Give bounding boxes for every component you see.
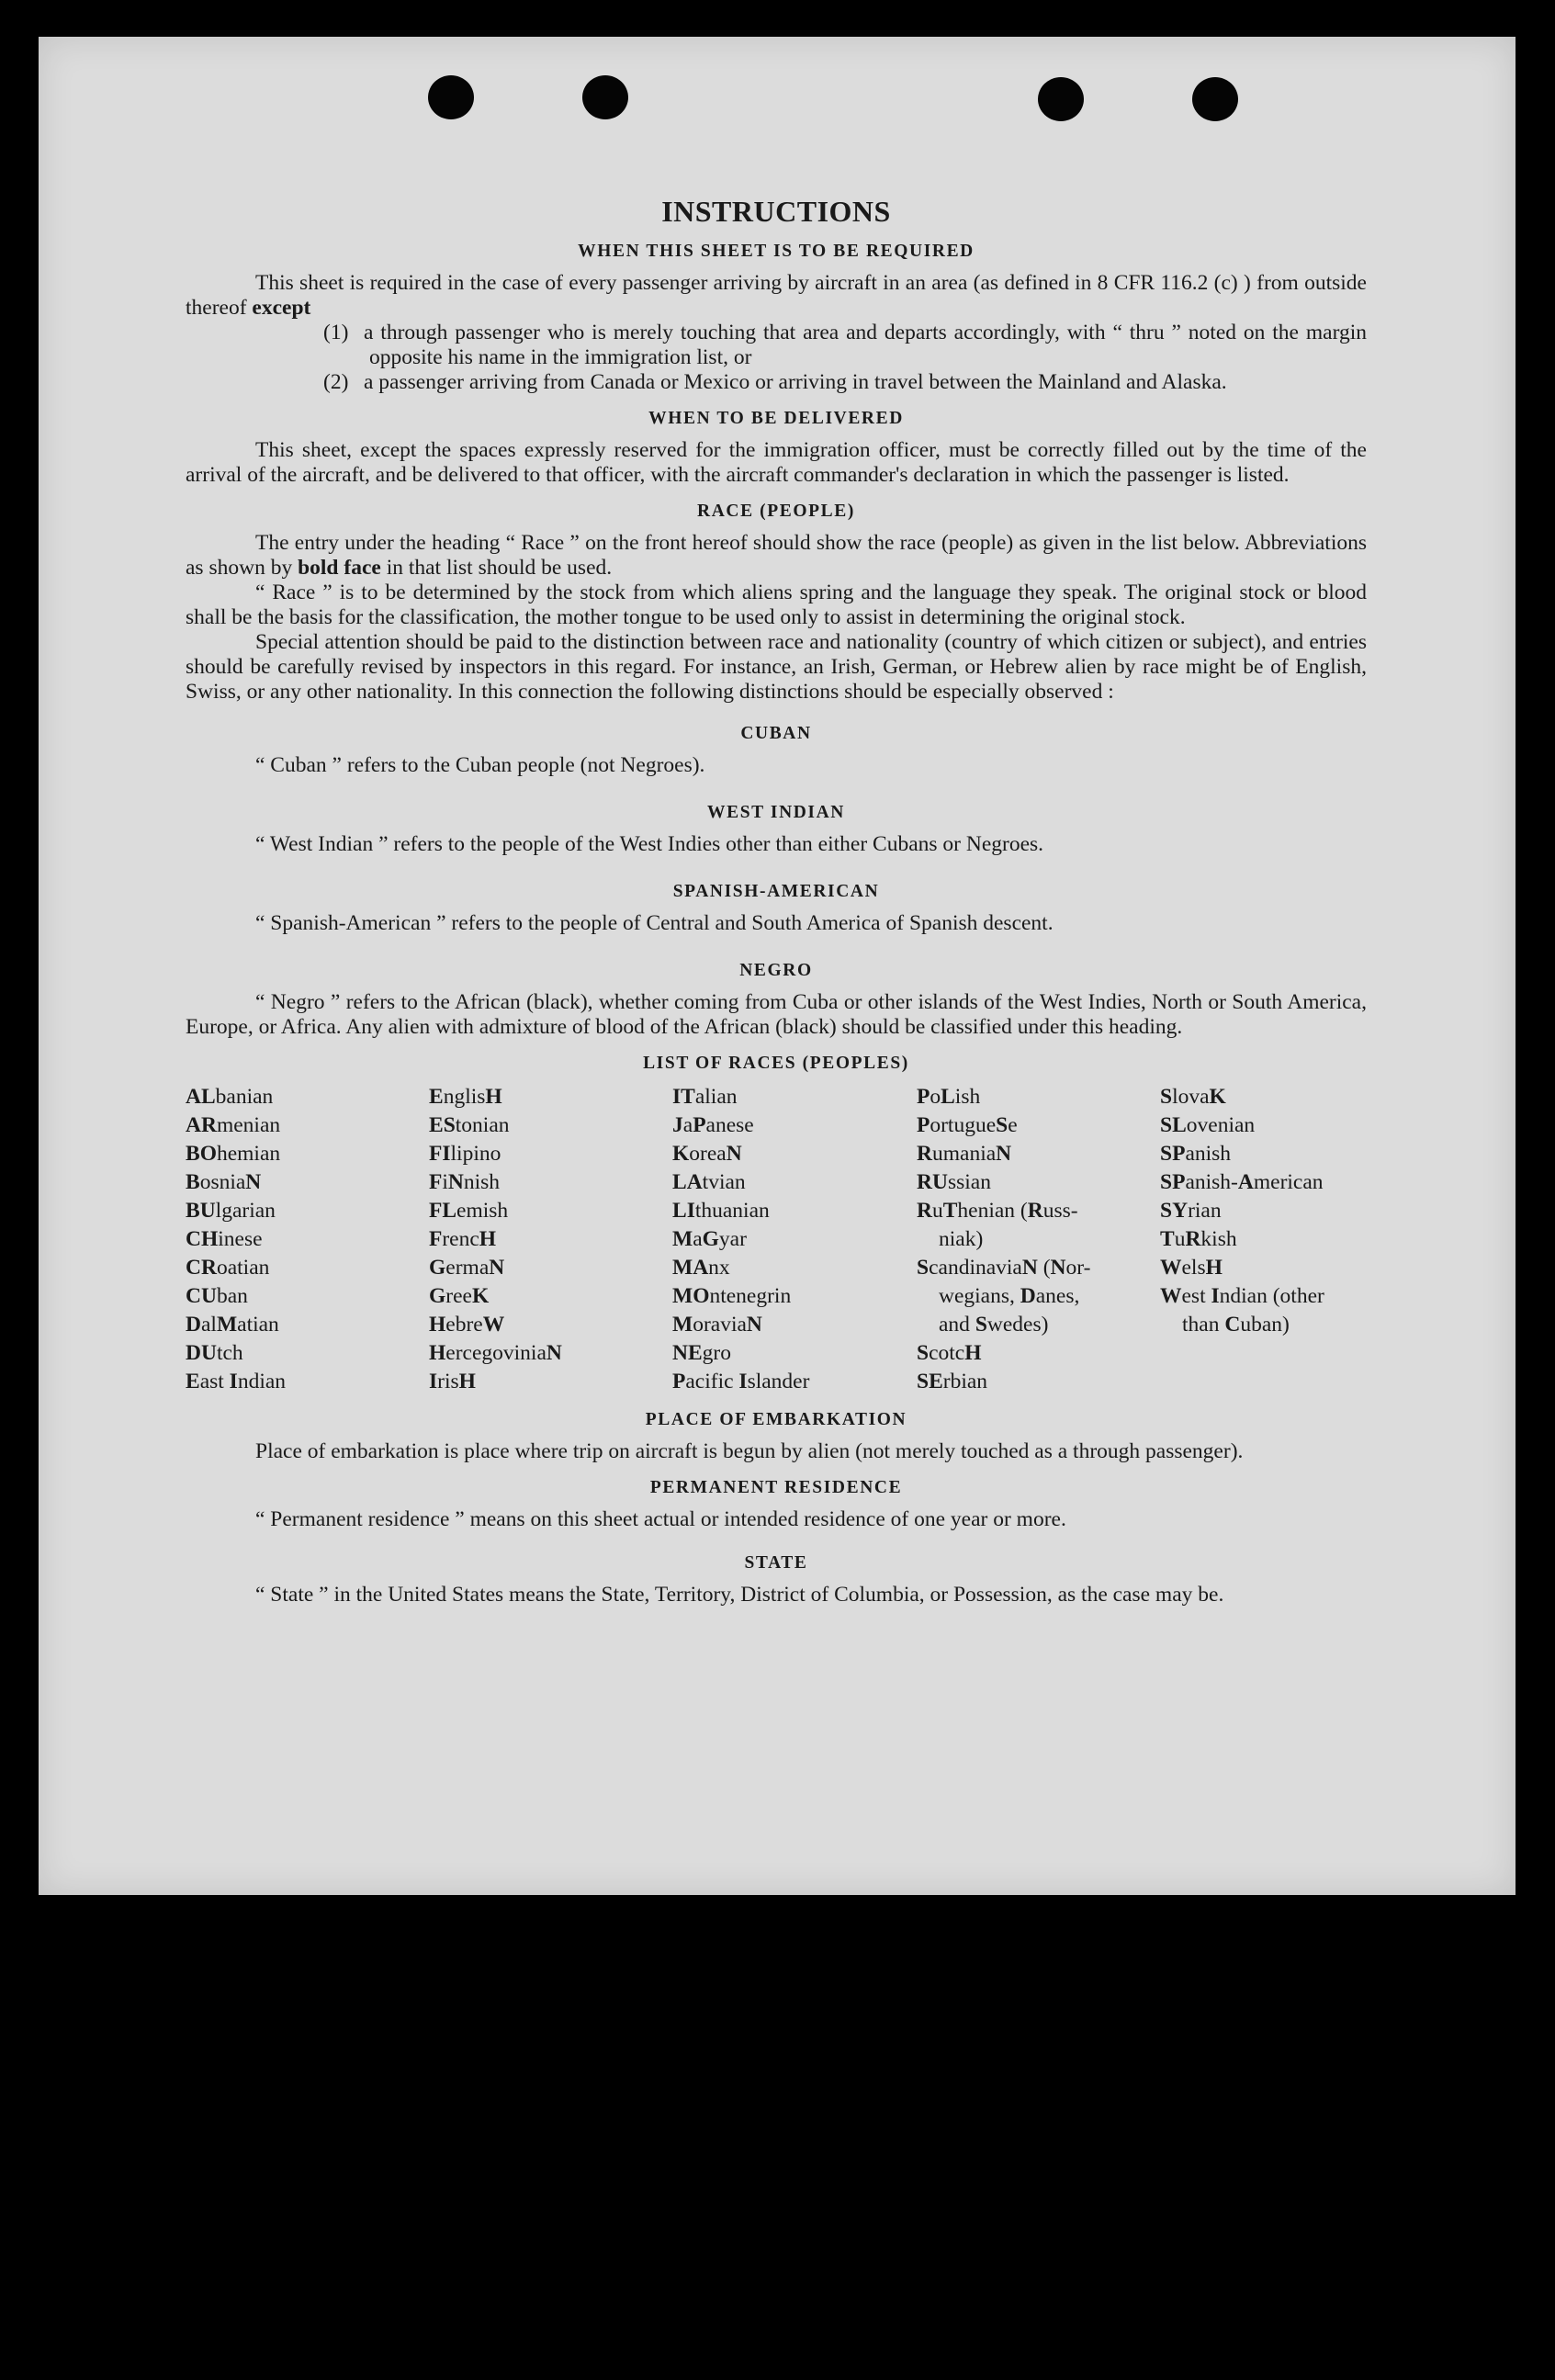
- race-list-item: GreeK: [429, 1284, 490, 1308]
- race-list-item: LAtvian: [672, 1170, 746, 1194]
- race-list-item: SLovenian: [1160, 1113, 1256, 1137]
- punch-hole: [1038, 77, 1084, 121]
- race-column: [429, 1083, 672, 1396]
- negro-text: “ Negro ” refers to the African (black), whether coming from Cuba or other islands of the West Indies, North or South America, Europe, or Africa. Any alien with admixture of blood of the African (black) should be classified under this heading.: [186, 990, 1367, 1039]
- race-list-item: JaPanese: [672, 1113, 754, 1137]
- race-list-item: ScotcH: [917, 1341, 982, 1365]
- race-list-item: ARmenian: [186, 1113, 281, 1137]
- race-list-item: SPanish-American: [1160, 1170, 1324, 1194]
- heading-west-indian: WEST INDIAN: [707, 803, 845, 822]
- race-list-item: NEgro: [672, 1341, 731, 1365]
- west-indian-text: “ West Indian ” refers to the people of the West Indies other than either Cubans or Negroes.: [255, 832, 1044, 856]
- race-column: [186, 1083, 429, 1396]
- required-intro: This sheet is required in the case of every passenger arriving by aircraft in an area (as defined in 8 CFR 116.2 (c) ) from outside thereof except: [186, 271, 1367, 320]
- race-list-item: LIthuanian: [672, 1199, 770, 1223]
- race-list-item: BUlgarian: [186, 1199, 276, 1223]
- heading-race: RACE (PEOPLE): [697, 502, 855, 521]
- punch-hole: [1192, 77, 1238, 121]
- residence-text: “ Permanent residence ” means on this sheet actual or intended residence of one year or more.: [255, 1507, 1066, 1531]
- race-list-item: IrisH: [429, 1370, 476, 1393]
- race-list-item: SPanish: [1160, 1142, 1232, 1166]
- spanish-american-text: “ Spanish-American ” refers to the people of Central and South America of Spanish descent.: [255, 911, 1054, 935]
- required-item-1: (1) a through passenger who is merely touching that area and departs accordingly, with “ thru ” noted on the margin opposite his name in the immigration list, or: [323, 321, 1367, 369]
- race-paragraph-1: The entry under the heading “ Race ” on the front hereof should show the race (people) as given in the list below. Abbreviations as shown by bold face in that list should be used.: [186, 531, 1367, 580]
- race-list-item: East Indian: [186, 1370, 287, 1393]
- race-list-item: DalMatian: [186, 1313, 279, 1337]
- race-list-item: CHinese: [186, 1227, 263, 1251]
- race-list-item: than Cuban): [1182, 1313, 1290, 1337]
- race-list-item: FIlipino: [429, 1142, 501, 1166]
- race-list-item: EnglisH: [429, 1085, 502, 1109]
- race-list-item: FrencH: [429, 1227, 497, 1251]
- heading-delivered: WHEN TO BE DELIVERED: [648, 409, 904, 428]
- race-list-item: CUban: [186, 1284, 248, 1308]
- race-list-item: FLemish: [429, 1199, 509, 1223]
- race-list-item: TuRkish: [1160, 1227, 1237, 1251]
- race-column: [1160, 1083, 1367, 1396]
- race-list-item: PortugueSe: [917, 1113, 1018, 1137]
- document-sheet: [39, 37, 1516, 1895]
- delivered-text: This sheet, except the spaces expressly reserved for the immigration officer, must be correctly filled out by the time of the arrival of the aircraft, and be delivered to that officer, with the aircraft commander's declaration in which the passenger is listed.: [186, 438, 1367, 487]
- race-list-item: MOntenegrin: [672, 1284, 792, 1308]
- race-list-item: RUssian: [917, 1170, 991, 1194]
- punch-hole: [582, 75, 628, 119]
- race-list-item: PoLish: [917, 1085, 981, 1109]
- race-list-item: ALbanian: [186, 1085, 274, 1109]
- race-list-item: GermaN: [429, 1256, 505, 1280]
- race-list-item: and Swedes): [939, 1313, 1049, 1337]
- race-list-item: BosniaN: [186, 1170, 262, 1194]
- race-list-item: SlovaK: [1160, 1085, 1226, 1109]
- heading-state: STATE: [744, 1553, 808, 1573]
- punch-hole: [428, 75, 474, 119]
- heading-list-of-races: LIST OF RACES (PEOPLES): [643, 1054, 909, 1073]
- race-list-item: RumaniaN: [917, 1142, 1012, 1166]
- race-list-item: ITalian: [672, 1085, 738, 1109]
- heading-cuban: CUBAN: [740, 724, 812, 743]
- race-list-item: BOhemian: [186, 1142, 281, 1166]
- race-list-item: MoraviaN: [672, 1313, 762, 1337]
- race-list-item: WelsH: [1160, 1256, 1223, 1280]
- race-paragraph-3: Special attention should be paid to the distinction between race and nationality (country of which citizen or subject), and entries should be carefully revised by inspectors in this regard. For instance, an Irish, German, or Hebrew alien by race might be of English, Swiss, or any other nationality. In this connection the following distinctions should be especially observed :: [186, 630, 1367, 704]
- heading-embarkation: PLACE OF EMBARKATION: [645, 1410, 907, 1429]
- race-list-item: MAnx: [672, 1256, 730, 1280]
- heading-negro: NEGRO: [739, 961, 813, 980]
- heading-required: WHEN THIS SHEET IS TO BE REQUIRED: [578, 242, 975, 261]
- race-list-item: ScandinaviaN (Nor-: [917, 1256, 1091, 1280]
- embarkation-text: Place of embarkation is place where trip on aircraft is begun by alien (not merely touched as a through passenger).: [255, 1439, 1244, 1463]
- race-list-item: HercegoviniaN: [429, 1341, 562, 1365]
- race-list-item: West Indian (other: [1160, 1284, 1324, 1308]
- race-list-item: HebreW: [429, 1313, 505, 1337]
- race-list-item: FiNnish: [429, 1170, 501, 1194]
- race-list-item: Pacific Islander: [672, 1370, 810, 1393]
- race-list-item: SErbian: [917, 1370, 988, 1393]
- race-list-item: SYrian: [1160, 1199, 1222, 1223]
- required-item-2: (2) a passenger arriving from Canada or Mexico or arriving in travel between the Mainland and Alaska.: [323, 370, 1227, 394]
- race-list-item: KoreaN: [672, 1142, 742, 1166]
- cuban-text: “ Cuban ” refers to the Cuban people (not Negroes).: [255, 753, 705, 777]
- race-list: [186, 1083, 1367, 1396]
- race-paragraph-2: “ Race ” is to be determined by the stock from which aliens spring and the language they speak. The original stock or blood shall be the basis for the classification, the mother tongue to be used only to assist in determining the original stock.: [186, 581, 1367, 629]
- race-column: [917, 1083, 1160, 1396]
- race-list-item: RuThenian (Russ-: [917, 1199, 1078, 1223]
- race-list-item: DUtch: [186, 1341, 243, 1365]
- race-list-item: EStonian: [429, 1113, 510, 1137]
- race-list-item: niak): [939, 1227, 984, 1251]
- race-list-item: CRoatian: [186, 1256, 270, 1280]
- race-column: [672, 1083, 917, 1396]
- race-list-item: wegians, Danes,: [939, 1284, 1080, 1308]
- page-title: INSTRUCTIONS: [661, 195, 891, 228]
- race-list-item: MaGyar: [672, 1227, 747, 1251]
- state-text: “ State ” in the United States means the State, Territory, District of Columbia, or Possession, as the case may be.: [255, 1583, 1224, 1607]
- heading-residence: PERMANENT RESIDENCE: [649, 1478, 903, 1497]
- heading-spanish-american: SPANISH-AMERICAN: [672, 882, 880, 901]
- instructions-content: [186, 156, 1367, 1607]
